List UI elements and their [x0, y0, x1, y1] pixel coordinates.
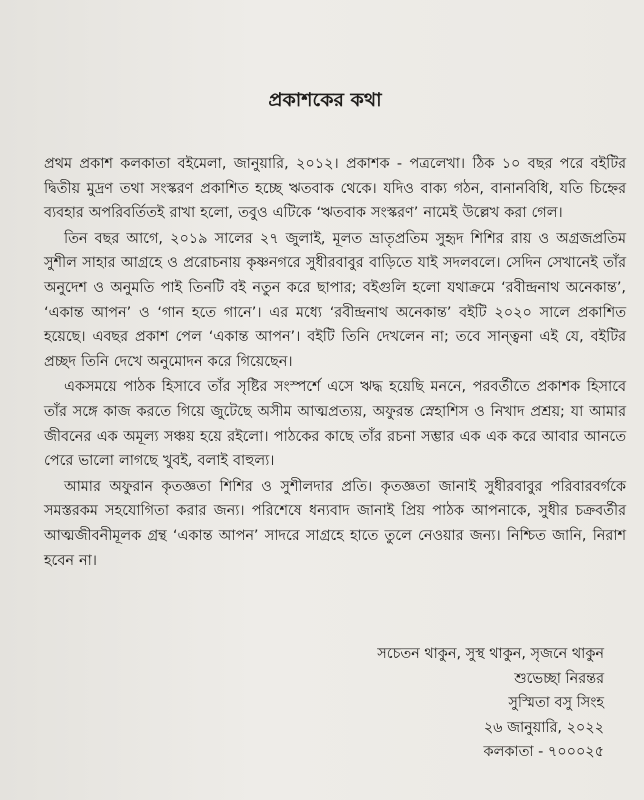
- paragraph-3: একসময়ে পাঠক হিসাবে তাঁর সৃষ্টির সংস্পর্শে এসে ঋদ্ধ হয়েছি মননে, পরবর্তীতে প্রকাশক হিসাবে তাঁর সঙ্গে কাজ করতে গিয়ে জুটেছে অসীম আত্মপ্রত্যয়, অফুরন্ত স্নেহাশিস ও নিখাদ প্রশ্রয়; যা আমার জীবনের এক অমূল্য সঞ্চয় হয়ে রইলো। পাঠকের কাছে তাঁর রচনা সম্ভার এক এক করে আবার আনতে পেরে ভালো লাগছে খুবই, বলাই বাহুল্য।: [44, 379, 626, 470]
- signoff-place: কলকাতা - ৭০০০২৫: [483, 744, 604, 761]
- signoff-date: ২৬ জানুয়ারি, ২০২২: [483, 719, 604, 736]
- paragraph-4: আমার অফুরান কৃতজ্ঞতা শিশির ও সুশীলদার প্রতি। কৃতজ্ঞতা জানাই সুধীরবাবুর পরিবারবর্গকে সমস্তরকম সহযোগিতা করার জন্য। পরিশেষে ধন্যবাদ জানাই প্রিয় পাঠক আপনাকে, সুধীর চক্রবর্তীর আত্মজীবনীমূলক গ্রন্থ ‘একান্ত আপন’ সাদরে সাগ্রহে হাতে তুলে নেওয়ার জন্য। নিশ্চিত জানি, নিরাশ হবেন না।: [44, 478, 626, 569]
- signoff-greeting: সচেতন থাকুন, সুস্থ থাকুন, সৃজনে থাকুন: [377, 646, 604, 662]
- page-title: প্রকাশকের কথা: [268, 89, 382, 111]
- paragraph-1: প্রথম প্রকাশ কলকাতা বইমেলা, জানুয়ারি, ২০১২। প্রকাশক - পত্রলেখা। ঠিক ১০ বছর পরে বইটির দ্বিতীয় মুদ্রণ তথা সংস্করণ প্রকাশিত হচ্ছে ঋতবাক থেকে। যদিও বাক্য গঠন, বানানবিধি, যতি চিহ্নের ব্যবহার অপরিবর্তিতই রাখা হলো, তবুও এটিকে ‘ঋতবাক সংস্করণ’ নামেই উল্লেখ করা গেল।: [44, 156, 626, 222]
- signoff-wishes: শুভেচ্ছা নিরন্তর: [514, 670, 604, 687]
- signoff-block: [377, 642, 604, 765]
- paragraph-2: তিন বছর আগে, ২০১৯ সালের ২৭ জুলাই, মূলত ভ্রাতৃপ্রতিম সুহৃদ শিশির রায় ও অগ্রজপ্রতিম সুশীল সাহার আগ্রহে ও প্ররোচনায় কৃষ্ণনগরে সুধীরবাবুর বাড়িতে যাই সদলবলে। সেদিন সেখানেই তাঁর অনুদেশ ও অনুমতি পাই তিনটি বই নতুন করে ছাপার; বইগুলি হলো যথাক্রমে ‘রবীন্দ্রনাথ অনেকান্ত’, ‘একান্ত আপন’ ও ‘গান হতে গানে’। এর মধ্যে ‘রবীন্দ্রনাথ অনেকান্ত’ বইটি ২০২০ সালে প্রকাশিত হয়েছে। এবছর প্রকাশ পেল ‘একান্ত আপন’। বইটি তিনি দেখলেন না; তবে সান্ত্বনা এই যে, বইটির প্রচ্ছদ তিনি দেখে অনুমোদন করে গিয়েছেন।: [44, 230, 626, 370]
- signoff-name: সুস্মিতা বসু সিংহ: [508, 695, 604, 712]
